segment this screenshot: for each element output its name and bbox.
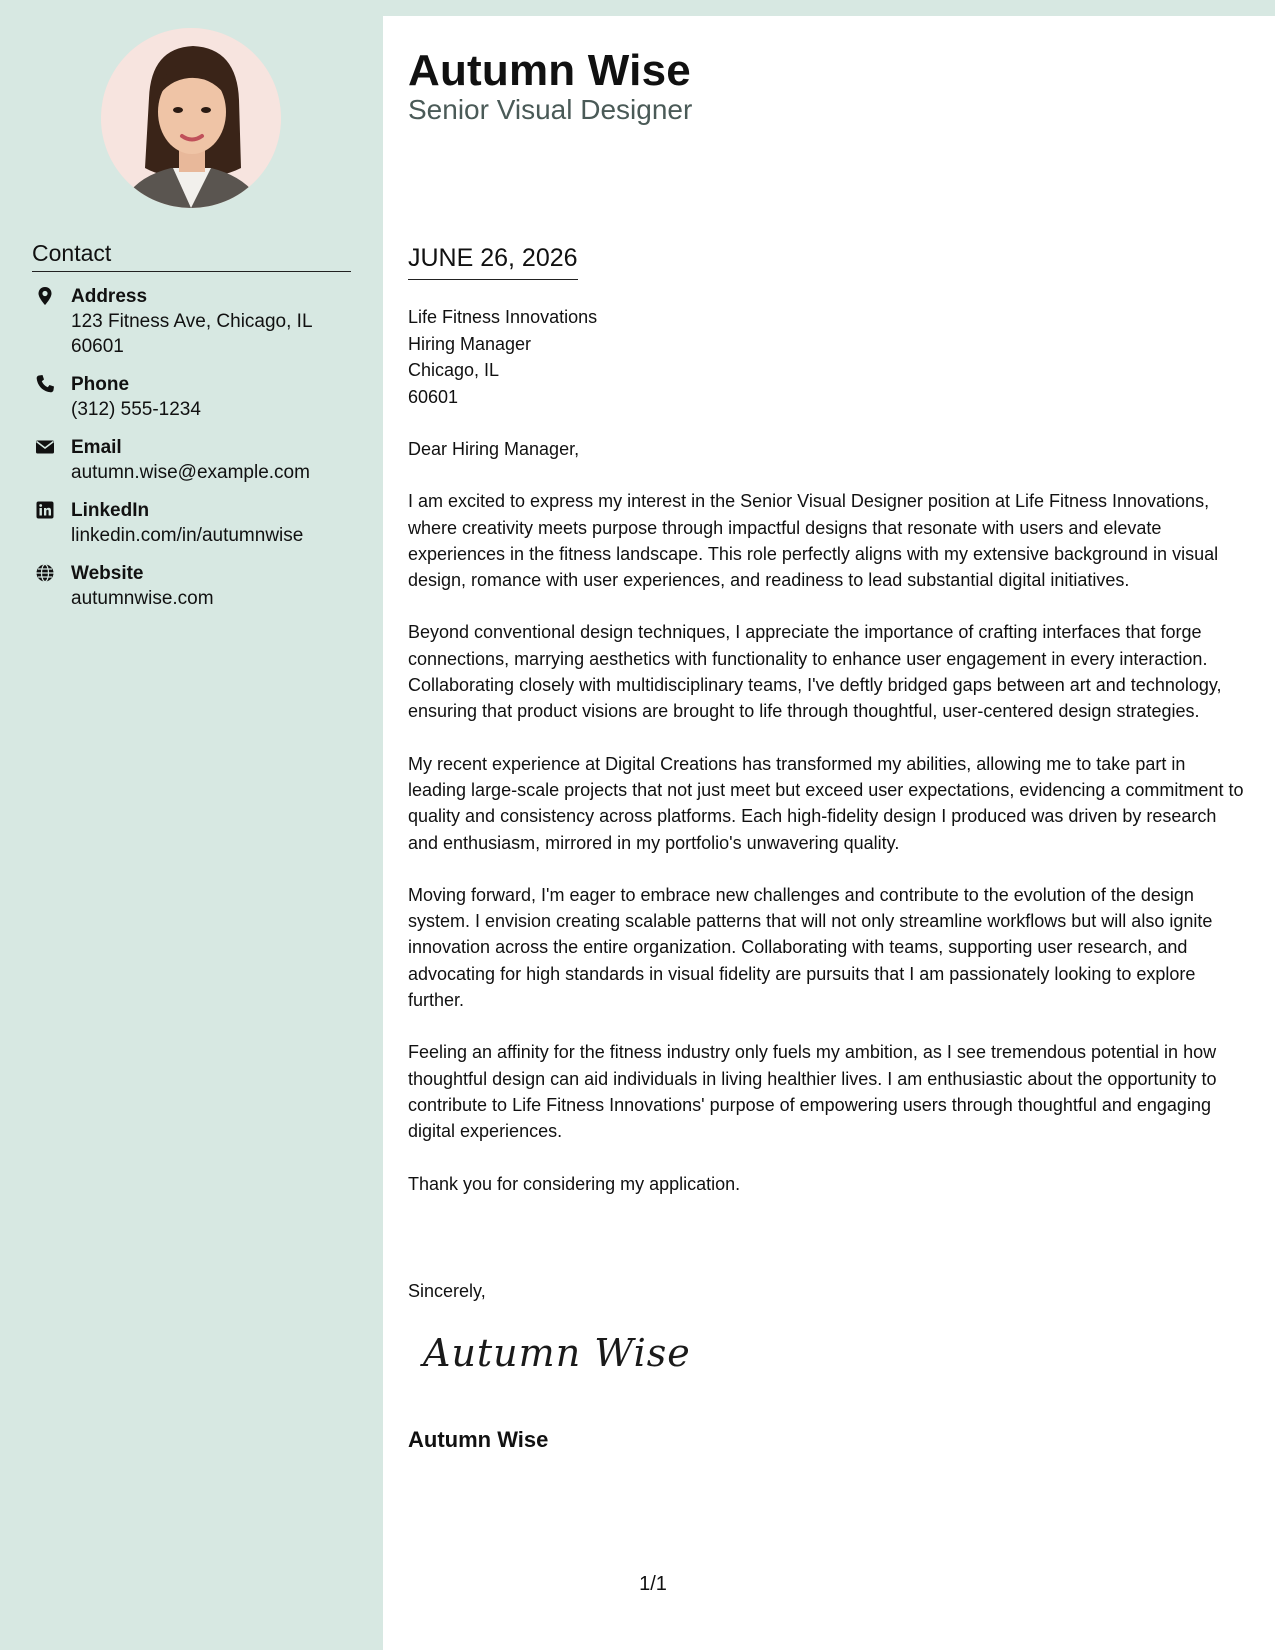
contact-email [32,435,372,485]
page-number: 1/1 [639,1573,667,1595]
closing: Sincerely, [408,1281,486,1301]
letter-paragraph: My recent experience at Digital Creations has transformed my abilities, allowing me to take part in leading large-scale projects that not just meet but exceed user expectations, evidencing a commitment to quality and consistency across platforms. Each high-fidelity design I produced was driven by research and enthusiasm, mirrored in my portfolio's unwavering quality. [408,753,1244,853]
profile-photo [101,28,281,208]
applicant-title: Senior Visual Designer [408,94,693,125]
handwritten-signature: Autumn Wise [423,1331,691,1375]
recipient-line: 60601 [408,386,459,407]
linkedin-icon [35,500,55,520]
signed-name: Autumn Wise [408,1427,549,1452]
letter-content [408,436,1248,1223]
letter-paragraph: Feeling an affinity for the fitness industry only fuels my ambition, as I see tremendous potential in how thoughtful design can aid individuals in living healthier lives. I am enthusiastic about the opportunity to contribute to Life Fitness Innovations' purpose of empowering users through thoughtful and engaging digital experiences. [408,1042,1217,1142]
contact-value: autumn.wise@example.com [71,462,310,483]
contact-heading: Contact [32,240,351,272]
contact-label: Phone [71,374,130,395]
letter-paragraph: I am excited to express my interest in the Senior Visual Designer position at Life Fitness Innovations, where creativity meets purpose through impactful designs that resonate with users and elevate experiences in the fitness landscape. This role perfectly aligns with my extensive background in visual design, romance with user experiences, and readiness to lead substantial digital initiatives. [408,491,1219,591]
recipient-line: Life Fitness Innovations [408,307,598,327]
contact-label: Address [71,286,148,307]
letter-paragraph: Thank you for considering my application. [408,1173,741,1194]
contact-address [32,284,372,359]
contact-value: (312) 555-1234 [71,399,201,420]
contact-website [32,561,372,611]
globe-icon [35,563,55,583]
contact-value: linkedin.com/in/autumnwise [71,525,304,546]
contact-label: Email [71,437,122,458]
contact-value: 60601 [71,336,124,357]
salutation: Dear Hiring Manager, [408,439,580,459]
recipient-line: Chicago, IL [408,360,500,380]
contact-label: Website [71,563,144,584]
sidebar [0,0,383,1650]
letter-body [383,16,1275,1650]
applicant-name: Autumn Wise [408,46,691,95]
phone-icon [35,374,55,394]
letter-date: JUNE 26, 2026 [408,244,578,280]
contact-linkedin [32,498,372,548]
contact-label: LinkedIn [71,500,150,521]
contact-value: autumnwise.com [71,588,214,609]
letter-paragraph: Beyond conventional design techniques, I appreciate the importance of crafting interfaces that forge connections, marrying aesthetics with functionality to enhance user engagement in every interaction. Collaborating closely with multidisciplinary teams, I've deftly bridged gaps between art and technology, ensuring that product visions are brought to life through thoughtful, user-centered design strategies. [408,622,1222,722]
envelope-icon [35,437,55,457]
recipient-line: Hiring Manager [408,333,532,354]
letter-paragraph: Moving forward, I'm eager to embrace new challenges and contribute to the evolution of the design system. I envision creating scalable patterns that will not only streamline workflows but will also ignite innovation across the entire organization. Collaborating with teams, supporting user research, and advocating for high standards in visual fidelity are pursuits that I am passionately looking to explore further. [408,884,1213,1011]
contact-phone [32,372,372,422]
contact-value: 123 Fitness Ave, Chicago, IL [71,311,313,332]
contact-list [32,284,372,624]
map-pin-icon [35,286,55,306]
recipient-block [408,304,597,410]
